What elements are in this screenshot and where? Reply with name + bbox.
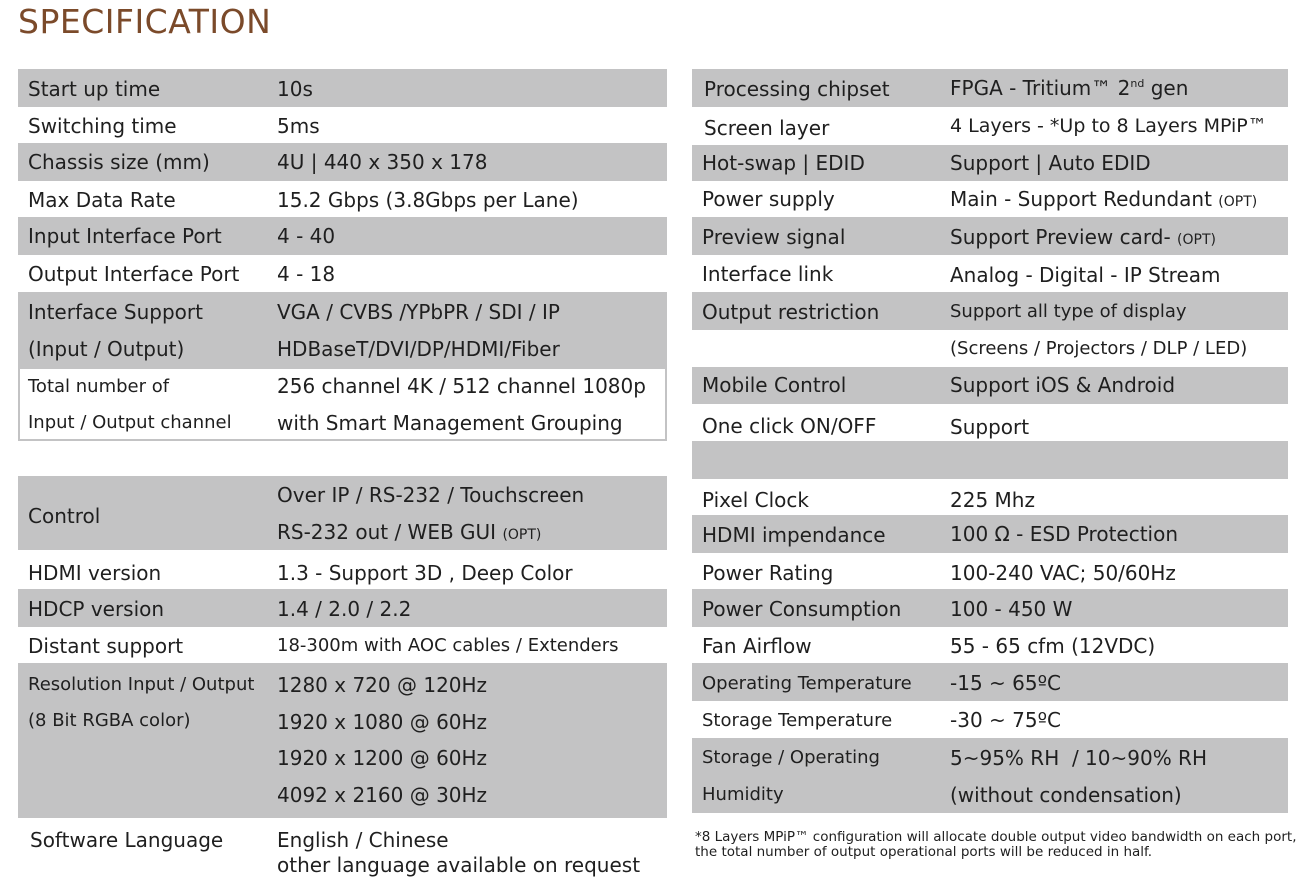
spec-value: 4 Layers - *Up to 8 Layers MPiP™ (950, 115, 1267, 137)
page-title: SPECIFICATION (18, 2, 272, 41)
spec-value: other language available on request (277, 853, 641, 877)
spec-row-rating (692, 553, 1288, 589)
footnote-line: the total number of output operational ports will be reduced in half. (695, 844, 1153, 860)
spec-value: Support | Auto EDID (950, 151, 1151, 175)
spec-row-operating-temp (692, 663, 1288, 701)
right-spec-table (692, 69, 1288, 829)
spec-row-storage-temp (692, 701, 1288, 738)
spec-label: Output Interface Port (28, 262, 240, 286)
spec-value: 4 - 40 (277, 224, 336, 248)
spec-row-datarate (18, 181, 667, 217)
spec-label: Distant support (28, 634, 184, 658)
spec-value: 1.4 / 2.0 / 2.2 (277, 597, 412, 621)
spec-label: One click ON/OFF (702, 414, 877, 438)
spec-value: 1920 x 1200 @ 60Hz (277, 746, 488, 770)
spec-label: Chassis size (mm) (28, 150, 210, 174)
spec-row-mobile (692, 367, 1288, 404)
spec-row-input-port (18, 217, 667, 255)
spec-label: Input Interface Port (28, 224, 222, 248)
spec-value: Support iOS & Android (950, 373, 1176, 397)
footnote-line: *8 Layers MPiP™ configuration will allocate double output video bandwidth on each port, (695, 829, 1297, 845)
spec-value: 100 - 450 W (950, 597, 1073, 621)
spec-value: Support (950, 415, 1030, 439)
opt-label: (OPT) (1177, 232, 1216, 248)
spec-label: Control (28, 504, 101, 528)
spec-value: VGA / CVBS /YPbPR / SDI / IP (277, 300, 560, 324)
spec-row-layer (692, 107, 1288, 145)
spec-value: FPGA - Tritium™ 2nd gen (950, 76, 1189, 100)
spec-value: (without condensation) (950, 783, 1182, 807)
spec-row-startup (18, 69, 667, 107)
spec-label: (Input / Output) (28, 337, 185, 361)
spec-row-restriction (692, 292, 1288, 330)
spec-label: Processing chipset (704, 77, 890, 101)
left-spec-table (18, 69, 667, 879)
spec-value: 55 - 65 cfm (12VDC) (950, 634, 1156, 658)
spec-value: Over IP / RS-232 / Touchscreen (277, 483, 585, 507)
spec-row-hotswap (692, 145, 1288, 181)
spec-value: 4 - 18 (277, 262, 336, 286)
spec-row-consumption (692, 589, 1288, 627)
spec-label: Max Data Rate (28, 188, 176, 212)
spec-label: Interface link (702, 262, 834, 286)
spec-label: Storage Temperature (702, 710, 893, 731)
spec-value: -15 ~ 65ºC (950, 671, 1061, 695)
spec-value: English / Chinese (277, 828, 449, 852)
spec-label: (8 Bit RGBA color) (28, 710, 191, 731)
spec-label: Switching time (28, 114, 177, 138)
spec-row-impedance (692, 515, 1288, 553)
spec-label: HDMI version (28, 561, 162, 585)
spec-value: 100-240 VAC; 50/60Hz (950, 561, 1176, 585)
spec-label: Screen layer (704, 116, 830, 140)
spec-label: HDCP version (28, 597, 165, 621)
spec-label: Hot-swap | EDID (702, 151, 865, 175)
spec-row-oneclick (692, 404, 1288, 441)
spec-row-power-supply (692, 181, 1288, 217)
spec-value: 1920 x 1080 @ 60Hz (277, 710, 488, 734)
spec-value: HDBaseT/DVI/DP/HDMI/Fiber (277, 337, 560, 361)
spec-row-control (18, 476, 667, 550)
spec-label: Pixel Clock (702, 488, 809, 512)
spec-value: 18-300m with AOC cables / Extenders (277, 635, 619, 656)
opt-label: (OPT) (502, 527, 542, 543)
spec-value: 1.3 - Support 3D , Deep Color (277, 561, 573, 585)
spec-value: 1280 x 720 @ 120Hz (277, 673, 488, 697)
spec-row-hdcp (18, 589, 667, 627)
spec-row-chipset (692, 69, 1288, 107)
spec-label: Resolution Input / Output (28, 674, 255, 695)
spec-row-switching (18, 107, 667, 143)
spec-row-restriction-cont (692, 330, 1288, 367)
footnote (695, 830, 1297, 860)
spec-row-humidity (692, 738, 1288, 813)
spec-label: Output restriction (702, 300, 880, 324)
spec-label: Start up time (28, 77, 161, 101)
spec-label: Total number of (28, 376, 170, 397)
spec-value: 15.2 Gbps (3.8Gbps per Lane) (277, 188, 579, 212)
spec-value: 5ms (277, 114, 320, 138)
spec-label: Storage / Operating (702, 747, 880, 768)
spec-label: Interface Support (28, 300, 203, 324)
spec-value: RS-232 out / WEB GUI (OPT) (277, 520, 542, 544)
spec-value: (Screens / Projectors / DLP / LED) (950, 338, 1248, 359)
spec-row-distant (18, 627, 667, 663)
spec-value: 10s (277, 77, 313, 101)
opt-label: (OPT) (1218, 194, 1258, 210)
spec-row-link (692, 255, 1288, 292)
spec-value: Support Preview card- (OPT) (950, 225, 1216, 249)
spec-value: 5~95% RH / 10~90% RH (950, 746, 1207, 770)
spec-row-preview (692, 217, 1288, 255)
spec-row-interface-support (18, 292, 667, 367)
spec-value: 256 channel 4K / 512 channel 1080p (277, 374, 646, 398)
spec-row-chassis (18, 143, 667, 181)
spec-value: Main - Support Redundant (OPT) (950, 187, 1258, 211)
spec-label: Input / Output channel (28, 412, 232, 433)
spec-row-hdmi (18, 553, 667, 589)
spec-row-fan (692, 627, 1288, 663)
spec-label: Fan Airflow (702, 634, 812, 658)
spec-value: 100 Ω - ESD Protection (950, 522, 1179, 546)
spec-value: Analog - Digital - IP Stream (950, 263, 1221, 287)
spec-value: -30 ~ 75ºC (950, 708, 1061, 732)
spec-row-channels (18, 367, 667, 441)
spec-label: Power Consumption (702, 597, 902, 621)
spec-value: 4U | 440 x 350 x 178 (277, 150, 488, 174)
spec-row-pixel (692, 479, 1288, 515)
spec-value: with Smart Management Grouping (277, 411, 623, 435)
spec-row-output-port (18, 255, 667, 292)
spec-label: Mobile Control (702, 373, 847, 397)
spec-label: Software Language (30, 828, 224, 852)
spec-row-software (18, 818, 667, 879)
spec-label: Power supply (702, 187, 835, 211)
spec-row-empty (692, 441, 1288, 479)
spec-label: Humidity (702, 784, 784, 805)
spec-label: HDMI impendance (702, 523, 886, 547)
spec-value: 225 Mhz (950, 488, 1035, 512)
spec-label: Operating Temperature (702, 673, 912, 694)
spec-label: Power Rating (702, 561, 834, 585)
spec-value: Support all type of display (950, 301, 1187, 322)
spec-label: Preview signal (702, 225, 846, 249)
spec-row-resolution (18, 663, 667, 818)
spec-value: 4092 x 2160 @ 30Hz (277, 783, 488, 807)
